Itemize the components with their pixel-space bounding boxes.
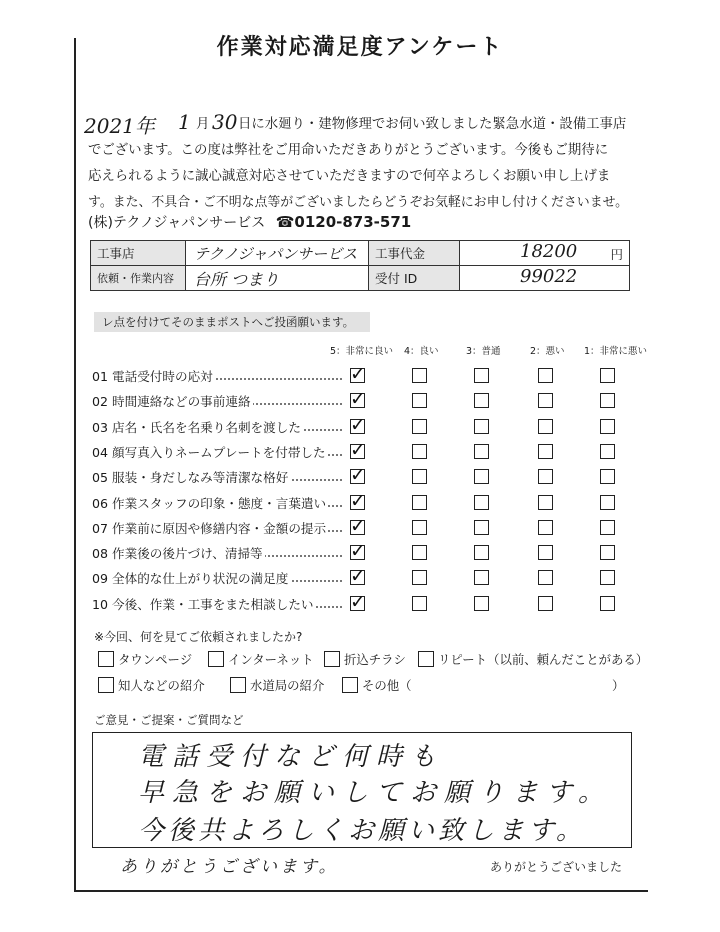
- question-text: 09 全体的な仕上がり状況の満足度: [92, 568, 290, 587]
- scale-3: 3：普通: [466, 346, 501, 357]
- rating-checkbox-2[interactable]: [538, 469, 553, 484]
- question-row: [92, 565, 632, 588]
- check-mark-icon: ✓: [350, 464, 366, 487]
- option-label: インターネット: [228, 652, 314, 667]
- checkbox[interactable]: [342, 677, 358, 693]
- rating-checkbox-1[interactable]: [600, 444, 615, 459]
- checkbox[interactable]: [418, 651, 434, 667]
- option-other[interactable]: [342, 676, 412, 694]
- rating-checkbox-5[interactable]: [350, 540, 366, 563]
- handwritten-year: 2021年: [84, 114, 155, 138]
- intro-line-1: 日に水廻り・建物修理でお伺い致しました緊急水道・設備工事店: [238, 117, 627, 132]
- label-price: 工事代金: [369, 241, 460, 266]
- check-mark-icon: ✓: [350, 388, 366, 411]
- rating-checkbox-5[interactable]: [350, 514, 366, 537]
- rating-checkbox-3[interactable]: [474, 520, 489, 535]
- rating-checkbox-5[interactable]: [350, 388, 366, 411]
- rating-checkbox-4[interactable]: [412, 495, 427, 510]
- comment-line-1: 電話受付など何時も: [138, 742, 445, 772]
- rating-checkbox-3[interactable]: [474, 570, 489, 585]
- handwritten-id: 99022: [520, 266, 578, 287]
- question-row: [92, 438, 632, 462]
- rating-checkbox-3[interactable]: [474, 469, 489, 484]
- question-row: [92, 464, 632, 487]
- intro-month-label: 月: [196, 117, 210, 132]
- scale-5: 5：非常に良い: [330, 346, 394, 357]
- question-text: 07 作業前に原因や修繕内容・金額の提示: [92, 518, 328, 537]
- handwritten-day: 30: [212, 110, 238, 134]
- checkbox[interactable]: [98, 651, 114, 667]
- company-name: (株)テクノジャパンサービス: [88, 215, 266, 231]
- question-row: [92, 590, 632, 614]
- label-work: 依頼・作業内容: [91, 266, 186, 291]
- rating-checkbox-1[interactable]: [600, 495, 615, 510]
- rating-checkbox-4[interactable]: [412, 520, 427, 535]
- info-table: [90, 240, 630, 291]
- rating-checkbox-2[interactable]: [538, 520, 553, 535]
- handwritten-month: 1: [178, 110, 191, 134]
- rating-checkbox-3[interactable]: [474, 419, 489, 434]
- check-mark-icon: ✓: [350, 363, 366, 385]
- rating-checkbox-2[interactable]: [538, 545, 553, 560]
- rating-checkbox-4[interactable]: [412, 469, 427, 484]
- rating-checkbox-2[interactable]: [538, 570, 553, 585]
- check-mark-icon: ✓: [350, 489, 366, 512]
- option-townpage[interactable]: [98, 650, 192, 668]
- company-phone: ☎0120-873-571: [275, 213, 412, 231]
- checkbox[interactable]: [324, 651, 340, 667]
- comment-line-4: ありがとうございます。: [120, 857, 339, 877]
- question-text: 05 服装・身だしなみ等清潔な格好: [92, 467, 290, 486]
- rating-checkbox-2[interactable]: [538, 596, 553, 611]
- work-value: [186, 266, 369, 291]
- comment-line-2: 早急をお願いしてお願ります。: [138, 778, 612, 808]
- handwritten-work: 台所 つまり: [194, 270, 280, 289]
- option-referral[interactable]: [98, 676, 205, 694]
- question-row: [92, 489, 632, 513]
- question-text: 02 時間連絡などの事前連絡: [92, 391, 253, 410]
- option-label: その他（: [362, 678, 412, 693]
- question-row: [92, 388, 632, 411]
- rating-checkbox-4[interactable]: [412, 419, 427, 434]
- question-row: [92, 413, 632, 437]
- option-flyer[interactable]: [324, 650, 406, 668]
- rating-checkbox-1[interactable]: [600, 419, 615, 434]
- scale-2: 2：悪い: [530, 346, 565, 357]
- rating-checkbox-4[interactable]: [412, 596, 427, 611]
- rating-checkbox-1[interactable]: [600, 393, 615, 408]
- question-row: [92, 363, 632, 386]
- rating-checkbox-2[interactable]: [538, 368, 553, 383]
- rating-checkbox-3[interactable]: [474, 444, 489, 459]
- question-text: 10 今後、作業・工事をまた相談したい: [92, 594, 316, 613]
- rating-checkbox-3[interactable]: [474, 596, 489, 611]
- option-internet[interactable]: [208, 650, 314, 668]
- rating-checkbox-2[interactable]: [538, 393, 553, 408]
- option-label: 知人などの紹介: [118, 678, 205, 693]
- page-title: 作業対応満足度アンケート: [216, 35, 504, 60]
- rating-checkbox-5[interactable]: [350, 489, 366, 512]
- question-text: 04 顔写真入りネームプレートを付帯した: [92, 442, 328, 461]
- shop-value: [186, 241, 369, 266]
- scale-4: 4：良い: [404, 346, 439, 357]
- rating-checkbox-2[interactable]: [538, 419, 553, 434]
- option-water-bureau[interactable]: [230, 676, 324, 694]
- checkbox[interactable]: [230, 677, 246, 693]
- rating-checkbox-5[interactable]: [350, 590, 366, 613]
- comment-line-3: 今後共よろしくお願い致します。: [138, 816, 586, 846]
- label-id: 受付 ID: [369, 266, 460, 291]
- check-mark-icon: ✓: [350, 514, 366, 537]
- check-mark-icon: ✓: [350, 590, 366, 613]
- rating-checkbox-1[interactable]: [600, 570, 615, 585]
- post-notice: レ点を付けてそのままポストへご投函願います。: [94, 312, 370, 332]
- checkbox[interactable]: [98, 677, 114, 693]
- option-other-close: ）: [612, 678, 625, 693]
- rating-checkbox-4[interactable]: [412, 368, 427, 383]
- comment-label: ご意見・ご提案・ご質問など: [94, 713, 244, 727]
- check-mark-icon: ✓: [350, 565, 366, 588]
- rating-checkbox-1[interactable]: [600, 469, 615, 484]
- check-mark-icon: ✓: [350, 438, 366, 461]
- question-row: [92, 514, 632, 538]
- rating-checkbox-4[interactable]: [412, 393, 427, 408]
- scale-1: 1：非常に悪い: [584, 346, 648, 357]
- rating-checkbox-5[interactable]: [350, 565, 366, 588]
- rating-checkbox-5[interactable]: [350, 413, 366, 436]
- question-row: [92, 540, 632, 563]
- rating-checkbox-3[interactable]: [474, 545, 489, 560]
- id-value: [460, 266, 630, 291]
- rating-checkbox-2[interactable]: [538, 495, 553, 510]
- rating-checkbox-2[interactable]: [538, 444, 553, 459]
- source-question: ※今回、何を見てご依頼されましたか?: [94, 630, 303, 644]
- question-text: 06 作業スタッフの印象・態度・言葉遣い: [92, 493, 328, 512]
- question-text: 08 作業後の後片づけ、清掃等: [92, 543, 265, 562]
- option-label: 水道局の紹介: [250, 678, 325, 693]
- rating-checkbox-3[interactable]: [474, 495, 489, 510]
- check-mark-icon: ✓: [350, 413, 366, 436]
- rating-checkbox-5[interactable]: [350, 438, 366, 461]
- rating-checkbox-4[interactable]: [412, 545, 427, 560]
- rating-checkbox-3[interactable]: [474, 368, 489, 383]
- checkbox[interactable]: [208, 651, 224, 667]
- rating-checkbox-5[interactable]: [350, 464, 366, 487]
- rating-checkbox-1[interactable]: [600, 368, 615, 383]
- option-repeat[interactable]: [418, 650, 648, 668]
- option-label: リピート（以前、頼んだことがある）: [438, 652, 649, 667]
- question-text: 03 店名・氏名を名乗り名刺を渡した: [92, 417, 303, 436]
- price-value: [460, 241, 630, 266]
- rating-checkbox-4[interactable]: [412, 444, 427, 459]
- option-label: タウンページ: [118, 652, 193, 667]
- intro-line-2: でございます。この度は弊社をご用命いただきありがとうございます。今後もご期待に: [88, 143, 609, 158]
- rating-checkbox-4[interactable]: [412, 570, 427, 585]
- question-text: 01 電話受付時の応対: [92, 366, 215, 385]
- rating-checkbox-3[interactable]: [474, 393, 489, 408]
- check-mark-icon: ✓: [350, 540, 366, 563]
- label-shop: 工事店: [91, 241, 186, 266]
- rating-checkbox-1[interactable]: [600, 545, 615, 560]
- yen-unit: 円: [610, 247, 623, 262]
- company-line: [88, 212, 411, 232]
- rating-checkbox-1[interactable]: [600, 520, 615, 535]
- rating-checkbox-1[interactable]: [600, 596, 615, 611]
- intro-line-3: 応えられるように誠心誠意対応させていただきますので何卒よろしくお願い申し上げま: [88, 169, 611, 184]
- intro-line-4: す。また、不具合・ご不明な点等がございましたらどうぞお気軽にお申し付けくださいませ。: [88, 195, 628, 210]
- option-label: 折込チラシ: [344, 652, 406, 667]
- handwritten-company: テクノジャパンサービス: [194, 245, 358, 263]
- handwritten-price: 18200: [520, 241, 578, 262]
- thanks-text: ありがとうございました: [490, 860, 623, 874]
- rating-checkbox-5[interactable]: [350, 363, 366, 385]
